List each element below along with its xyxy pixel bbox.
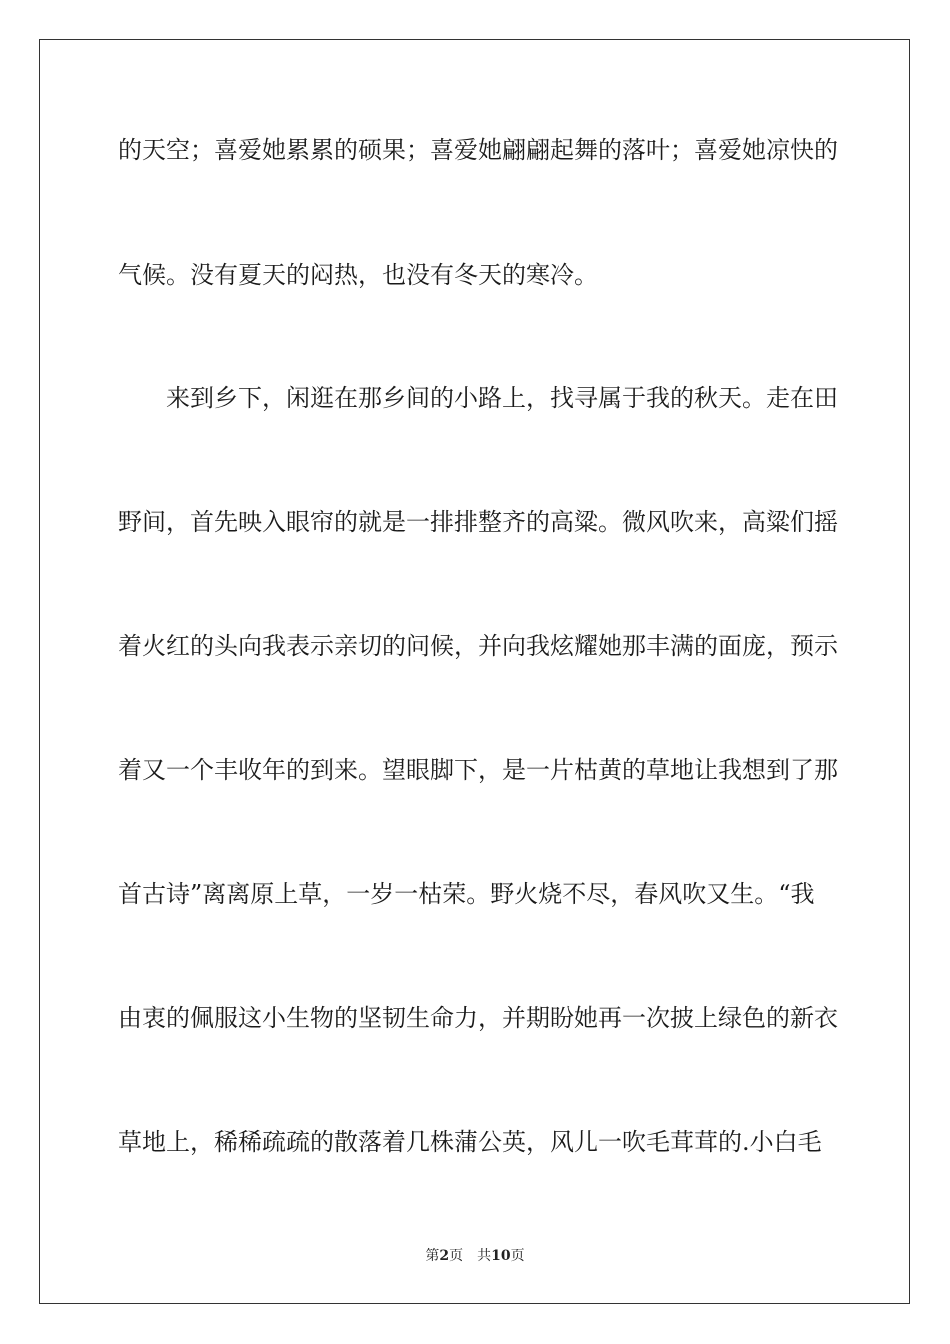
page-number: 2 bbox=[439, 1248, 450, 1264]
text-line: 由衷的佩服这小生物的坚韧生命力，并期盼她再一次披上绿色的新衣 bbox=[118, 1004, 838, 1032]
page-footer bbox=[0, 1246, 950, 1266]
text-line: 来到乡下，闲逛在那乡间的小路上，找寻属于我的秋天。走在田 bbox=[118, 384, 838, 412]
page-label-prefix: 第 bbox=[425, 1248, 440, 1264]
page-label-suffix: 页 bbox=[449, 1248, 464, 1264]
text-line: 着又一个丰收年的到来。望眼脚下，是一片枯黄的草地让我想到了那 bbox=[118, 756, 838, 784]
text-line: 气候。没有夏天的闷热，也没有冬天的寒冷。 bbox=[118, 261, 598, 289]
text-line: 野间，首先映入眼帘的就是一排排整齐的高粱。微风吹来，高粱们摇 bbox=[118, 508, 838, 536]
total-pages: 10 bbox=[491, 1248, 511, 1264]
page-border bbox=[39, 39, 910, 1304]
text-line: 首古诗”离离原上草，一岁一枯荣。野火烧不尽，春风吹又生。“我 bbox=[118, 880, 815, 908]
total-label-prefix: 共 bbox=[477, 1248, 492, 1264]
text-line: 着火红的头向我表示亲切的问候，并向我炫耀她那丰满的面庞，预示 bbox=[118, 632, 838, 660]
text-line: 的天空；喜爱她累累的硕果；喜爱她翩翩起舞的落叶；喜爱她凉快的 bbox=[118, 136, 838, 164]
total-label-suffix: 页 bbox=[510, 1248, 525, 1264]
text-line: 草地上，稀稀疏疏的散落着几株蒲公英，风儿一吹毛茸茸的.小白毛 bbox=[118, 1128, 822, 1156]
